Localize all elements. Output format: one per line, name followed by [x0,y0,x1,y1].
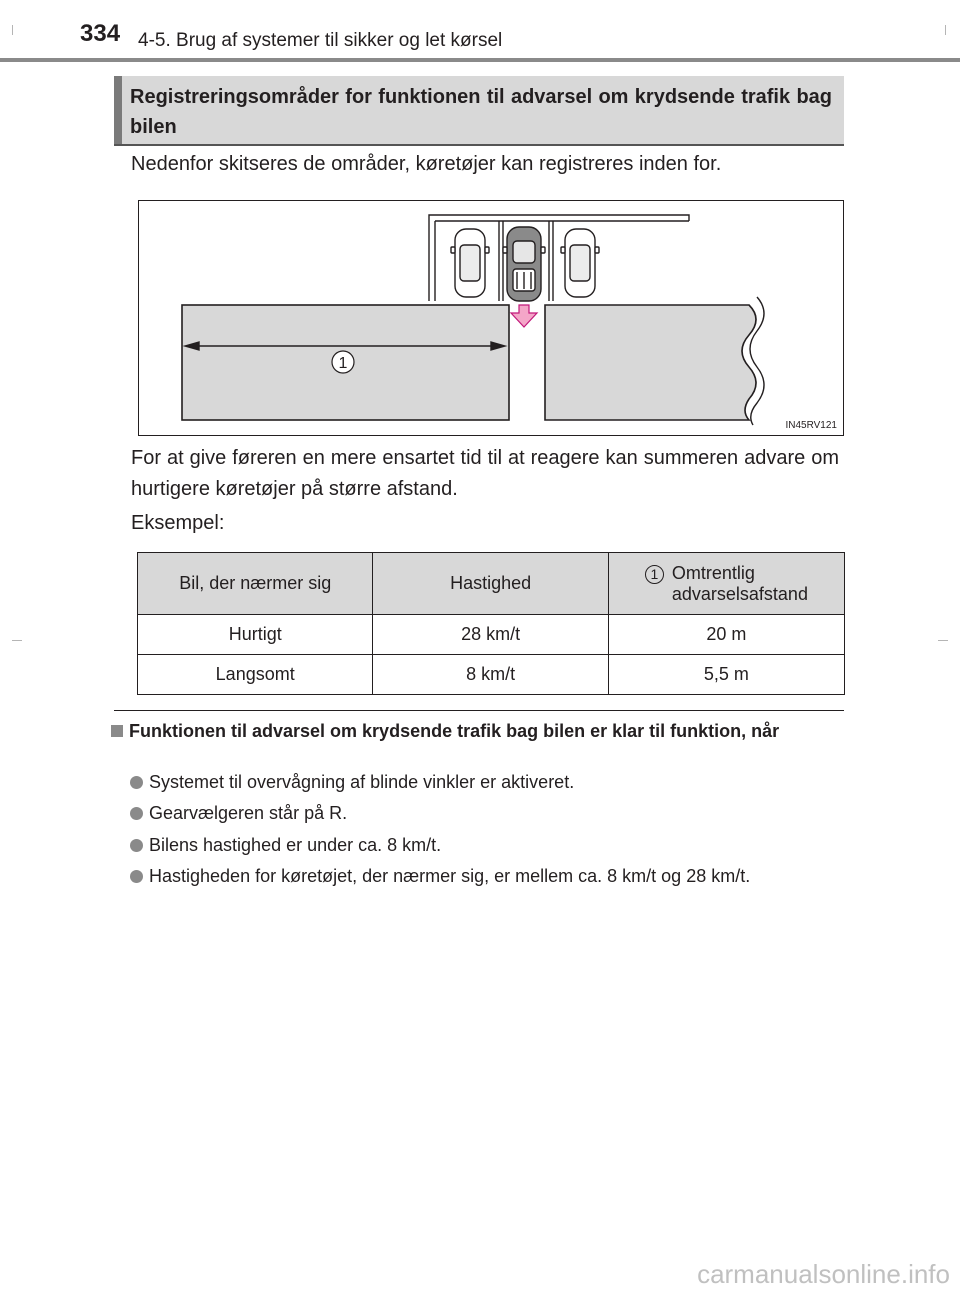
bullet-dot-icon [130,776,143,789]
list-item-text: Bilens hastighed er under ca. 8 km/t. [149,835,442,855]
column-header-distance [608,553,844,615]
bullet-dot-icon [130,807,143,820]
intro-text: Nedenfor skitseres de områder, køretøjer kan registreres inden for. [131,153,722,175]
column-header-vehicle: Bil, der nærmer sig [138,553,373,615]
list-item [130,835,441,856]
list-item-text: Hastigheden for køretøjet, der nærmer sig, er mellem ca. 8 km/t og 28 km/t. [149,866,751,886]
conditions-heading [111,720,845,742]
header-rule [0,58,960,62]
column-header-speed: Hastighed [373,553,608,615]
detection-area-diagram [139,201,843,435]
table-cell: 8 km/t [373,655,608,695]
table-cell: Langsomt [138,655,373,695]
example-label: Eksempel: [131,512,225,534]
square-bullet-icon [111,725,123,737]
table-row [138,655,845,695]
detection-area-right [545,305,756,420]
crop-mark [12,640,22,641]
warning-distance-table [137,552,845,695]
callout-number: 1 [338,355,348,372]
crop-mark [12,25,13,35]
parked-car-right [561,229,599,297]
list-item-text: Gearvælgeren står på R. [149,803,348,823]
detection-area-figure [138,200,844,436]
body-paragraph: For at give føreren en mere ensartet tid til at reagere kan summeren advare om hurtigere køretøjer på større afstand. [131,447,839,500]
crop-mark [938,640,948,641]
table-cell: 5,5 m [608,655,844,695]
column-header-distance-line2: advarselsafstand [671,583,808,604]
list-item [130,866,750,887]
table-row [138,615,845,655]
table-cell: 20 m [608,615,844,655]
table-header-row [138,553,845,615]
callout-number-icon: 1 [645,565,664,584]
figure-code: IN45RV121 [785,420,837,431]
reverse-arrow [511,305,537,327]
bullet-dot-icon [130,870,143,883]
list-item [130,772,574,793]
list-item-text: Systemet til overvågning af blinde vinkler er aktiveret. [149,772,575,792]
section-divider [114,710,844,711]
conditions-heading-text: Funktionen til advarsel om krydsende trafik bag bilen er klar til funktion, når [129,721,780,741]
running-head: 4-5. Brug af systemer til sikker og let kørsel [138,30,503,51]
watermark[interactable]: carmanualsonline.info [697,1259,950,1289]
column-header-distance-line1: Omtrentlig [671,562,755,583]
section-heading [114,76,844,146]
section-heading-bar [114,76,122,144]
section-title: Registreringsområder for funktionen til advarsel om krydsende trafik bag bilen [130,86,832,138]
table-cell: Hurtigt [138,615,373,655]
list-item [130,803,347,824]
table-cell: 28 km/t [373,615,608,655]
crop-mark [945,25,946,35]
bullet-dot-icon [130,839,143,852]
parked-car-left [451,229,489,297]
page-number: 334 [80,20,121,47]
reversing-car [503,227,545,301]
